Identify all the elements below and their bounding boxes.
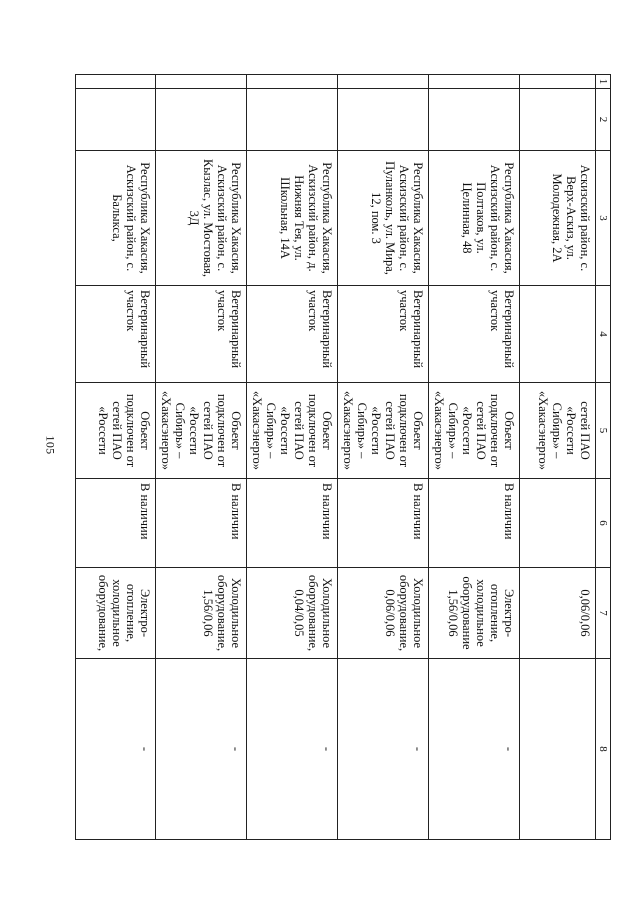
cell-c3: Аскизский район, с. Верх-Аскиз, ул. Молодежная, 2А xyxy=(519,151,595,286)
cell-c4: Ветеринарный участок xyxy=(75,286,155,383)
cell-c1 xyxy=(155,75,246,89)
cell-c2 xyxy=(337,89,428,151)
table-row xyxy=(246,75,337,840)
cell-c4: Ветеринарный участок xyxy=(428,286,519,383)
cell-c4 xyxy=(519,286,595,383)
header-row xyxy=(595,75,610,840)
cell-c8: - xyxy=(337,659,428,840)
column-header-1: 1 xyxy=(595,75,610,89)
cell-c3: Республика Хакасия, Аскизский район, с. Пуланколь, ул. Мира, 12, пом. 3 xyxy=(337,151,428,286)
table-row xyxy=(155,75,246,840)
cell-c5: Объект подключен от сетей ПАО «Россети Сибирь» – «Хакасэнерго» xyxy=(246,383,337,479)
table-row xyxy=(75,75,155,840)
column-header-7: 7 xyxy=(595,568,610,659)
data-table xyxy=(75,74,611,840)
cell-c2 xyxy=(155,89,246,151)
cell-c7: Холодильное оборудование, 0,04/0,05 xyxy=(246,568,337,659)
column-header-3: 3 xyxy=(595,151,610,286)
cell-c5: Объект подключен от сетей ПАО «Россети Сибирь» – «Хакасэнерго» xyxy=(155,383,246,479)
cell-c5: сетей ПАО «Россети Сибирь» – «Хакасэнерго» xyxy=(519,383,595,479)
table-wrapper xyxy=(95,74,611,839)
column-header-2: 2 xyxy=(595,89,610,151)
table-row xyxy=(519,75,595,840)
cell-c1 xyxy=(519,75,595,89)
cell-c3: Республика Хакасия, Аскизский район, с. Балыкса, xyxy=(75,151,155,286)
table-row xyxy=(337,75,428,840)
cell-c6: В наличии xyxy=(337,479,428,568)
cell-c7: 0,06/0,06 xyxy=(519,568,595,659)
cell-c3: Республика Хакасия, Аскизский район, с. Полтаков, ул. Целинная, 48 xyxy=(428,151,519,286)
cell-c5: Объект подключен от сетей ПАО «Россети xyxy=(75,383,155,479)
column-header-4: 4 xyxy=(595,286,610,383)
cell-c7: Холодильное оборудование, 0,06/0,06 xyxy=(337,568,428,659)
cell-c5: Объект подключен от сетей ПАО «Россети Сибирь» – «Хакасэнерго» xyxy=(428,383,519,479)
cell-c2 xyxy=(246,89,337,151)
cell-c1 xyxy=(246,75,337,89)
cell-c1 xyxy=(337,75,428,89)
cell-c8: - xyxy=(428,659,519,840)
cell-c1 xyxy=(75,75,155,89)
cell-c6: В наличии xyxy=(75,479,155,568)
cell-c8: - xyxy=(246,659,337,840)
cell-c8: - xyxy=(155,659,246,840)
page-number: 105 xyxy=(43,435,58,455)
cell-c6: В наличии xyxy=(155,479,246,568)
cell-c8 xyxy=(519,659,595,840)
cell-c4: Ветеринарный участок xyxy=(155,286,246,383)
column-header-5: 5 xyxy=(595,383,610,479)
cell-c8: - xyxy=(75,659,155,840)
cell-c2 xyxy=(519,89,595,151)
column-header-6: 6 xyxy=(595,479,610,568)
cell-c3: Республика Хакасия, Аскизский район, с. Кызлас, ул. Мостовая, 3Д xyxy=(155,151,246,286)
cell-c2 xyxy=(75,89,155,151)
table-row xyxy=(428,75,519,840)
cell-c5: Объект подключен от сетей ПАО «Россети Сибирь» – «Хакасэнерго» xyxy=(337,383,428,479)
cell-c7: Электро-отопление, холодильное оборудование 1,56/0,06 xyxy=(428,568,519,659)
cell-c7: Холодильное оборудование, 1,56/0,06 xyxy=(155,568,246,659)
column-header-8: 8 xyxy=(595,659,610,840)
cell-c6: В наличии xyxy=(428,479,519,568)
cell-c7: Электро-отопление, холодильное оборудование, xyxy=(75,568,155,659)
cell-c4: Ветеринарный участок xyxy=(246,286,337,383)
cell-c6 xyxy=(519,479,595,568)
cell-c2 xyxy=(428,89,519,151)
cell-c3: Республика Хакасия, Аскизский район, д. Нижняя Тея, ул. Школьная, 14А xyxy=(246,151,337,286)
cell-c6: В наличии xyxy=(246,479,337,568)
cell-c1 xyxy=(428,75,519,89)
cell-c4: Ветеринарный участок xyxy=(337,286,428,383)
table-body xyxy=(75,75,595,840)
